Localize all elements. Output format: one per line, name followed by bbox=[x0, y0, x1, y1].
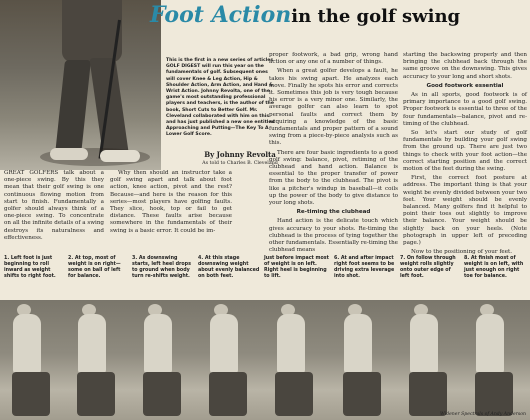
photo-credit: Widener Spectrals of Andy Anderson bbox=[440, 412, 526, 417]
photo-caption-4: 4. At this stage downswing weight about evenly balanced on both feet. bbox=[198, 256, 260, 279]
photo-caption-5: Just before impact most of weight is on left. Right heel is beginning to lift. bbox=[264, 256, 329, 279]
column-3-paragraph: There are four basic ingredients to a good golf swing: balance, pivot, retiming of the clubhead and hand action. Balance is essential to the proper transfer of power from the body to the clubhead. The pivot is like a pitcher's windup in baseball—it coils up the power of the body to give distance to your long shots. bbox=[269, 149, 398, 207]
swing-photo-5 bbox=[263, 300, 332, 420]
column-2-paragraph: Why then should an instructor take a golf swing apart and talk about foot action, knee action, pivot and the rest? Because—and here is the reason for this series—most players have golfing faults. They slice, hook, top or fail to get distance. These faults arise because somewhere in the fundamentals of their swing is a basic error. It could be im- bbox=[110, 170, 232, 234]
golfer-left-shoe bbox=[50, 148, 88, 160]
swing-photo-3 bbox=[131, 300, 198, 420]
column-3-paragraph: When a great golfer develops a fault, he takes his swing apart. He analyzes each move. Finally he spots his error and corrects it. Sometimes this job is very tough because his error is a very minor one. Similarly, the average golfer can also learn to spot personal faults and correct them by acquiring a knowledge of the basic fundamentals and proper pattern of a sound swing from a piece-by-piece analysis such as this. bbox=[269, 68, 398, 147]
swing-photo-7 bbox=[397, 300, 464, 420]
column-4-paragraph: starting the backswing properly and then bringing the clubhead back through the same groove on the downswing. This gives accuracy to your long and short shots. bbox=[403, 52, 527, 80]
golfer-left-leg bbox=[55, 60, 91, 155]
swing-photo-2 bbox=[65, 300, 132, 420]
column-1 bbox=[4, 170, 104, 244]
column-4-paragraph: As in all sports, good footwork is of primary importance to a good golf swing. Proper footwork is essential to three of the four fundamentals—balance, pivot and re-timing of the clubhead. bbox=[403, 92, 527, 127]
swing-photo-6 bbox=[331, 300, 398, 420]
title-accent: Foot Action bbox=[150, 2, 292, 28]
section-heading-footwork: Good footwork essential bbox=[426, 82, 504, 89]
column-4 bbox=[403, 52, 527, 258]
photo-caption-7: 7. On follow through weight rolls slightly onto outer edge of left foot. bbox=[400, 256, 456, 279]
column-3-paragraph: Hand action is the delicate touch which gives accuracy to your shots. Re-timing the clubhead is the process of tying together the other fundamentals. Essentially re-timing the clubhead means bbox=[269, 218, 398, 254]
title-rest: in the golf swing bbox=[291, 6, 461, 27]
swing-photo-strip bbox=[0, 300, 530, 420]
swing-photo-1 bbox=[0, 300, 66, 420]
photo-caption-6: 6. At and after impact right foot seems to be driving extra leverage into shot. bbox=[334, 256, 395, 279]
author-line: By Johnny Revolta bbox=[204, 150, 276, 159]
photo-caption-3: 3. As downswing starts, left heel drops to ground when body turn re-shifts weight. bbox=[132, 256, 191, 279]
series-intro-caption: This is the first in a new series of articles GOLF DIGEST will run this year on the fundamentals of golf. Subsequent ones will cover Knee & Leg Action, Hip & Shoulder Action, Arm Action, and Hand & Wrist Action. Johnny Revolta, one of the game's most outstanding professional players and teachers, is the author of the book, Short Cuts to Better Golf. Mr. Cleveland collaborated with him on this and has just published a new one entitled Approaching and Putting—The Key To A Lower Golf Score. bbox=[166, 58, 275, 138]
swing-photo-4 bbox=[197, 300, 264, 420]
photo-caption-8: 8. At finish most of weight is on left, with just enough on right toe for balance. bbox=[464, 256, 524, 279]
column-3 bbox=[269, 52, 398, 256]
column-4-paragraph: So let's start our study of golf fundamentals by building your golf swing from the ground up. There are just two things to check with your foot action—the correct starting position and the correct motion of the feet during the swing. bbox=[403, 130, 527, 173]
section-heading-retiming: Re-timing the clubhead bbox=[296, 209, 371, 216]
golfer-right-leg bbox=[89, 58, 128, 153]
column-4-paragraph: First, the correct foot posture at address. The important thing is that your weight be evenly divided between your two feet. Your weight should be evenly balanced. Many golfers find it helpful to point their toes out slightly to improve their balance. Your weight should be slightly back on your heels. (Note photograph in upper left of preceding page.) bbox=[403, 175, 527, 247]
golfer-right-shoe bbox=[100, 150, 140, 162]
photo-caption-2: 2. At top, most of weight is on right—some on ball of left for balance. bbox=[68, 256, 121, 279]
column-1-paragraph: GREAT GOLFERS talk about a one-piece swing. By this they mean that their golf swing is one continuous flowing motion from start to finish. Fundamentally a golfer should always think of a one-piece swing. To concentrate on all the infinite details of a swing destroys its naturalness and effectiveness. bbox=[4, 170, 104, 241]
column-2 bbox=[110, 170, 232, 237]
photo-captions bbox=[0, 256, 530, 302]
as-told-line: As told to Charles B. Cleveland bbox=[202, 161, 278, 166]
golfer-feet-photo bbox=[0, 0, 161, 170]
photo-caption-1: 1. Left foot is just beginning to roll inward as weight shifts to right foot. bbox=[4, 256, 56, 279]
swing-photo-8 bbox=[463, 300, 530, 420]
column-4-paragraph: Now to the positioning of your feet. bbox=[411, 249, 513, 256]
article-title bbox=[150, 2, 460, 28]
column-3-paragraph: proper footwork, a bad grip, wrong hand action or any one of a number of things. bbox=[269, 52, 398, 66]
